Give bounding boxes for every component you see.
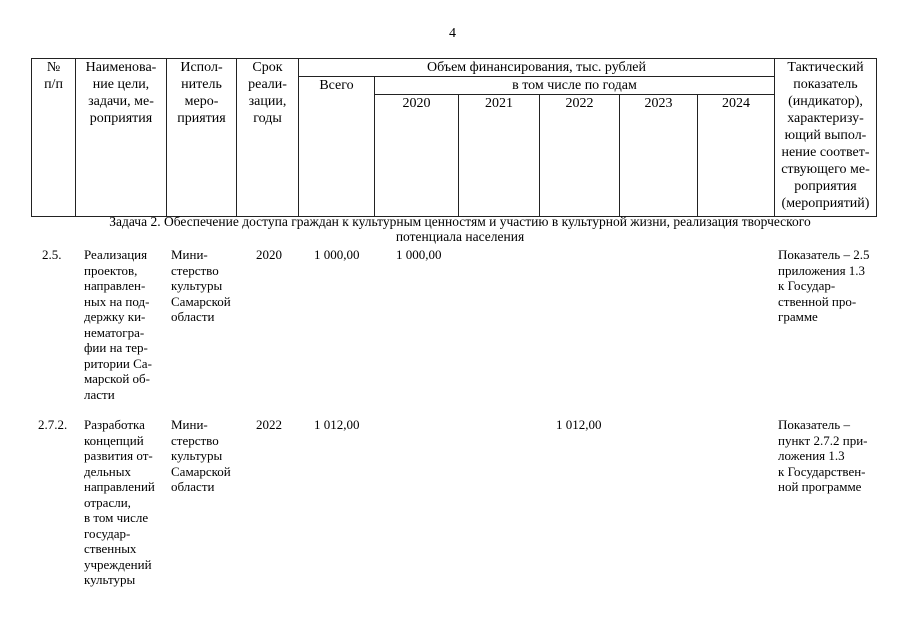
header-col-term: Срок реали- зации, годы <box>237 59 299 217</box>
header-year-2024: 2024 <box>698 95 775 217</box>
header-col-name: Наименова- ние цели, задачи, ме- роприятия <box>76 59 167 217</box>
row-executor: Мини- стерство культуры Самарской области <box>171 247 231 324</box>
table-row <box>0 417 905 597</box>
header-col-total: Всего <box>299 77 375 217</box>
task-title: Задача 2. Обеспечение доступа граждан к культурным ценностям и участию в культурной жизни, реализация творческого потенциала населения <box>109 214 811 244</box>
header-year-2021: 2021 <box>459 95 540 217</box>
row-term: 2020 <box>256 247 282 262</box>
header-col-num: № п/п <box>32 59 76 217</box>
row-number: 2.5. <box>42 247 62 262</box>
row-2020: 1 000,00 <box>396 247 442 262</box>
row-term: 2022 <box>256 417 282 432</box>
row-total: 1 012,00 <box>314 417 360 432</box>
row-executor: Мини- стерство культуры Самарской области <box>171 417 231 494</box>
page-number: 4 <box>449 26 456 41</box>
table-row <box>0 247 905 407</box>
header-year-2020: 2020 <box>375 95 459 217</box>
header-col-funding: Объем финансирования, тыс. рублей <box>299 59 775 77</box>
row-number: 2.7.2. <box>38 417 68 432</box>
header-table <box>31 58 877 217</box>
header-year-2023: 2023 <box>620 95 698 217</box>
header-col-by-years: в том числе по годам <box>375 77 775 95</box>
row-2022: 1 012,00 <box>556 417 602 432</box>
header-col-executor: Испол- нитель меро- приятия <box>167 59 237 217</box>
row-indicator: Показатель – 2.5 приложения 1.3 к Государ- ственной про- грамме <box>778 247 870 324</box>
row-name: Разработка концепций развития от- дельных направлений отрасли, в том числе государ- ственных учреждений культуры <box>84 417 155 587</box>
row-indicator: Показатель – пункт 2.7.2 при- ложения 1.3 к Государствен- ной программе <box>778 417 868 494</box>
header-col-indicator: Тактический показатель (индикатор), характеризу- ющий выпол- нение соответ- ствующего ме- роприятия (мероприятий) <box>775 59 877 217</box>
header-year-2022: 2022 <box>540 95 620 217</box>
row-name: Реализация проектов, направлен- ных на под- держку ки- нематогра- фии на тер- ритории Са- марской об- ласти <box>84 247 152 402</box>
row-total: 1 000,00 <box>314 247 360 262</box>
